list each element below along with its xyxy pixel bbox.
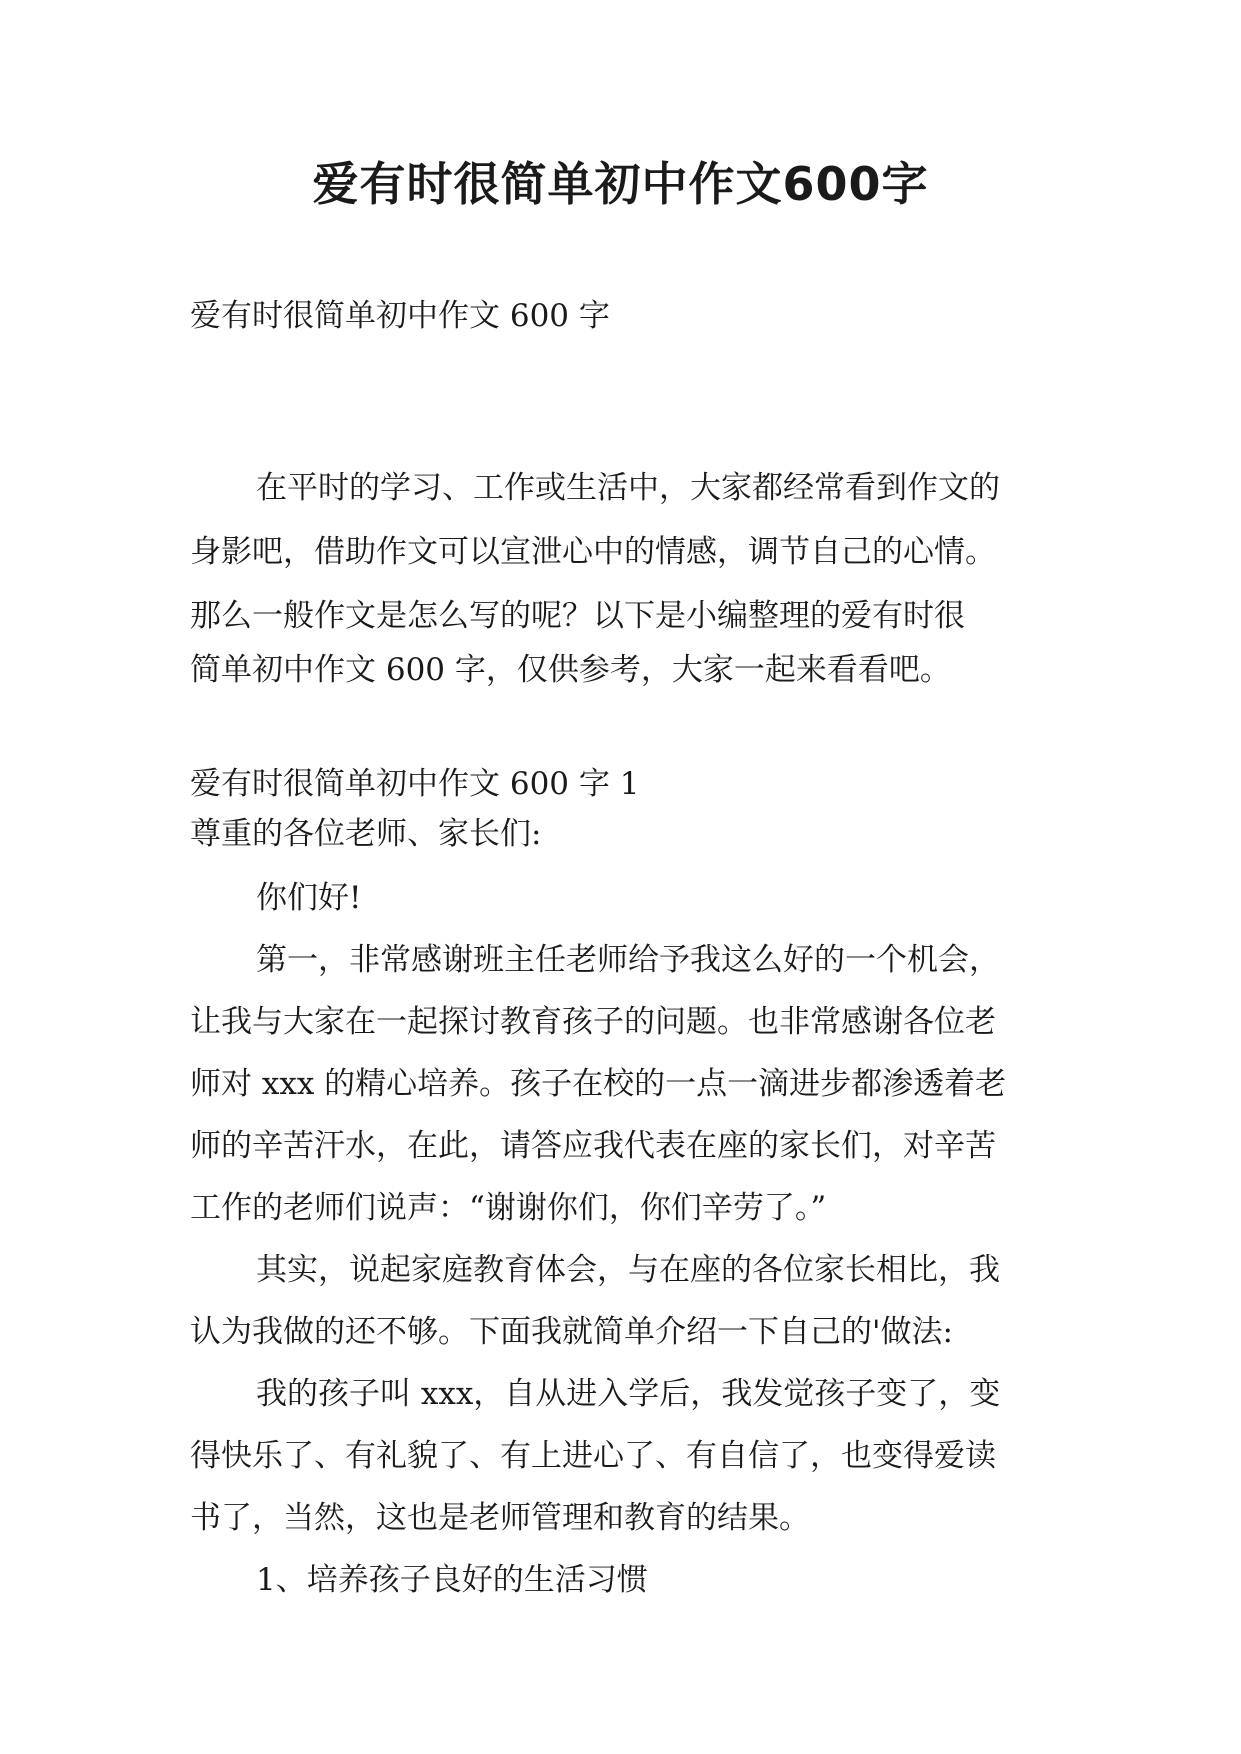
paragraph-line: 师对 xxx 的精心培养。孩子在校的一点一滴进步都渗透着老 [190,1066,1007,1102]
greeting-line: 尊重的各位老师、家长们: [190,816,542,852]
paragraph-line: 让我与大家在一起探讨教育孩子的问题。也非常感谢各位老 [190,1004,996,1040]
intro-line: 简单初中作文 600 字，仅供参考，大家一起来看看吧。 [190,652,951,688]
paragraph-line: 其实，说起家庭教育体会，与在座的各位家长相比，我 [256,1252,1000,1288]
paragraph-line: 认为我做的还不够。下面我就简单介绍一下自己的'做法: [190,1314,953,1350]
paragraph-line: 得快乐了、有礼貌了、有上进心了、有自信了，也变得爱读 [190,1438,996,1474]
paragraph-line: 工作的老师们说声：“谢谢你们，你们辛劳了。” [190,1190,827,1226]
paragraph-line: 我的孩子叫 xxx，自从进入学后，我发觉孩子变了，变 [256,1376,1001,1412]
document-subtitle: 爱有时很简单初中作文 600 字 [190,298,610,334]
paragraph-line: 师的辛苦汗水，在此，请答应我代表在座的家长们，对辛苦 [190,1128,996,1164]
numbered-item: 1、培养孩子良好的生活习惯 [256,1562,648,1598]
paragraph-line: 第一，非常感谢班主任老师给予我这么好的一个机会， [256,942,1000,978]
paragraph-line: 书了，当然，这也是老师管理和教育的结果。 [190,1500,810,1536]
intro-line: 那么一般作文是怎么写的呢？以下是小编整理的爱有时很 [190,598,965,634]
intro-line: 在平时的学习、工作或生活中，大家都经常看到作文的 [256,470,1000,506]
intro-line: 身影吧，借助作文可以宣泄心中的情感，调节自己的心情。 [190,534,996,570]
document-title: 爱有时很简单初中作文600字 [312,157,929,211]
section-heading: 爱有时很简单初中作文 600 字 1 [190,766,640,802]
hello-line: 你们好! [256,880,362,916]
